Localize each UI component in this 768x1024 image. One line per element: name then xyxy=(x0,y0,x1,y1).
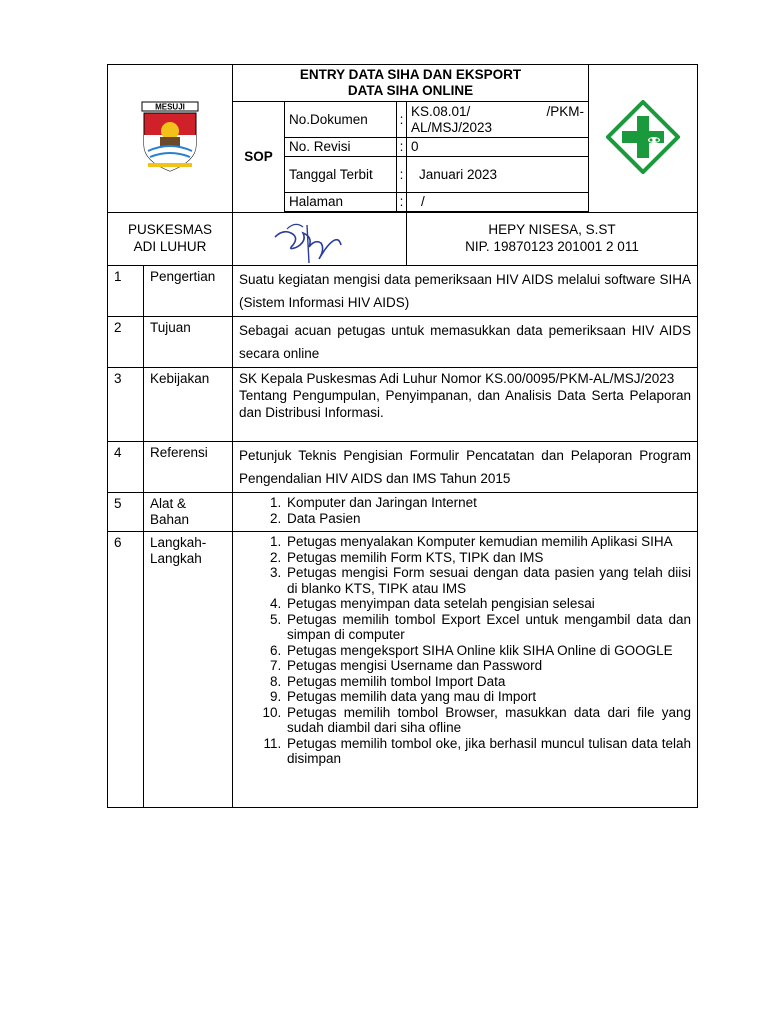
list-item: 4. Petugas menyimpan data setelah pengisian selesai xyxy=(285,596,691,612)
row-number: 6 xyxy=(108,532,144,808)
table-row xyxy=(108,368,698,442)
tanggal-terbit-text: Januari 2023 xyxy=(419,166,498,182)
row-content xyxy=(233,493,698,532)
mesuji-logo-icon xyxy=(140,101,200,173)
list-item: 7. Petugas mengisi Username dan Password xyxy=(285,658,691,674)
puskesmas-line-2: ADI LUHUR xyxy=(133,239,207,254)
row-number: 2 xyxy=(108,317,144,368)
meta-value-no-revisi: 0 xyxy=(407,138,589,157)
puskesmas-logo-cell xyxy=(589,65,698,213)
mesuji-logo-text: MESUJI xyxy=(155,102,185,112)
meta-label-no-revisi: No. Revisi xyxy=(285,138,397,157)
row-number: 4 xyxy=(108,442,144,493)
list-item: 2. Data Pasien xyxy=(285,511,691,527)
sop-label: SOP xyxy=(233,102,285,213)
list-item: 1. Komputer dan Jaringan Internet xyxy=(285,495,691,511)
puskesmas-name xyxy=(108,213,233,266)
alat-bahan-list xyxy=(239,495,691,526)
row-content xyxy=(233,532,698,808)
kepala-nip: NIP. 19870123 201001 2 011 xyxy=(465,239,639,254)
table-row xyxy=(108,317,698,368)
kebijakan-tentang: Tentang Pengumpulan, Penyimpanan, dan Analisis Data Serta Pelaporan dan Distribusi Informasi. xyxy=(239,388,692,420)
kepala-name: HEPY NISESA, S.ST xyxy=(488,222,616,237)
meta-colon: : xyxy=(397,102,407,138)
no-dokumen-text: KS.08.01/ /PKM-AL/MSJ/2023 xyxy=(411,103,585,135)
kebijakan-sk: SK Kepala Puskesmas Adi Luhur Nomor KS.00/0095/PKM-AL/MSJ/2023 xyxy=(239,371,675,386)
list-item: 11. Petugas memilih tombol oke, jika berhasil muncul tulisan data telah disimpan xyxy=(285,736,691,767)
meta-value-no-dokumen xyxy=(407,102,589,138)
table-row xyxy=(108,442,698,493)
table-row xyxy=(108,532,698,808)
puskesmas-logo-icon xyxy=(606,100,680,174)
row-content: Petunjuk Teknis Pengisian Formulir Pencatatan dan Pelaporan Program Pengendalian HIV AIDS dan IMS Tahun 2015 xyxy=(233,442,698,493)
row-label: Tujuan xyxy=(144,317,233,368)
row-number: 1 xyxy=(108,266,144,317)
title-line-1: ENTRY DATA SIHA DAN EKSPORT xyxy=(299,67,522,82)
row-label: Kebijakan xyxy=(144,368,233,442)
meta-colon: : xyxy=(397,193,407,212)
meta-colon: : xyxy=(397,157,407,193)
row-content: Suatu kegiatan mengisi data pemeriksaan HIV AIDS melalui software SIHA (Sistem Informasi HIV AIDS) xyxy=(233,266,698,317)
langkah-list xyxy=(239,534,691,767)
row-label: Alat & Bahan xyxy=(144,493,233,532)
row-number: 5 xyxy=(108,493,144,532)
document-title xyxy=(233,65,589,102)
list-item: 9. Petugas memilih data yang mau di Import xyxy=(285,689,691,705)
row-label: Pengertian xyxy=(144,266,233,317)
signature-icon xyxy=(269,215,349,267)
row-label: Langkah-Langkah xyxy=(144,532,233,808)
kepala-puskesmas xyxy=(407,213,698,266)
meta-label-no-dokumen: No.Dokumen xyxy=(285,102,397,138)
meta-value-tanggal-terbit xyxy=(407,157,589,193)
meta-value-halaman xyxy=(407,193,589,212)
row-content xyxy=(233,368,698,442)
table-row xyxy=(108,493,698,532)
row-label: Referensi xyxy=(144,442,233,493)
list-item: 2. Petugas memilih Form KTS, TIPK dan IMS xyxy=(285,550,691,566)
sop-table xyxy=(107,64,698,808)
halaman-text: / xyxy=(421,194,425,209)
list-item: 8. Petugas memilih tombol Import Data xyxy=(285,674,691,690)
mesuji-logo-cell xyxy=(108,65,233,213)
title-line-2: DATA SIHA ONLINE xyxy=(347,83,474,98)
row-content: Sebagai acuan petugas untuk memasukkan data pemeriksaan HIV AIDS secara online xyxy=(233,317,698,368)
list-item: 3. Petugas mengisi Form sesuai dengan data pasien yang telah diisi di blanko KTS, TIPK atau IMS xyxy=(285,565,691,596)
list-item: 10. Petugas memilih tombol Browser, masukkan data dari file yang sudah diambil dari siha ofline xyxy=(285,705,691,736)
meta-label-halaman: Halaman xyxy=(285,193,397,212)
puskesmas-line-1: PUSKESMAS xyxy=(127,222,213,237)
table-row xyxy=(108,266,698,317)
list-item: 1. Petugas menyalakan Komputer kemudian memilih Aplikasi SIHA xyxy=(285,534,691,550)
list-item: 6. Petugas mengeksport SIHA Online klik SIHA Online di GOOGLE xyxy=(285,643,691,659)
signature-cell xyxy=(233,213,407,266)
meta-colon: : xyxy=(397,138,407,157)
row-number: 3 xyxy=(108,368,144,442)
list-item: 5. Petugas memilih tombol Export Excel untuk mengambil data dan simpan di computer xyxy=(285,612,691,643)
meta-label-tanggal-terbit: Tanggal Terbit xyxy=(285,157,397,193)
